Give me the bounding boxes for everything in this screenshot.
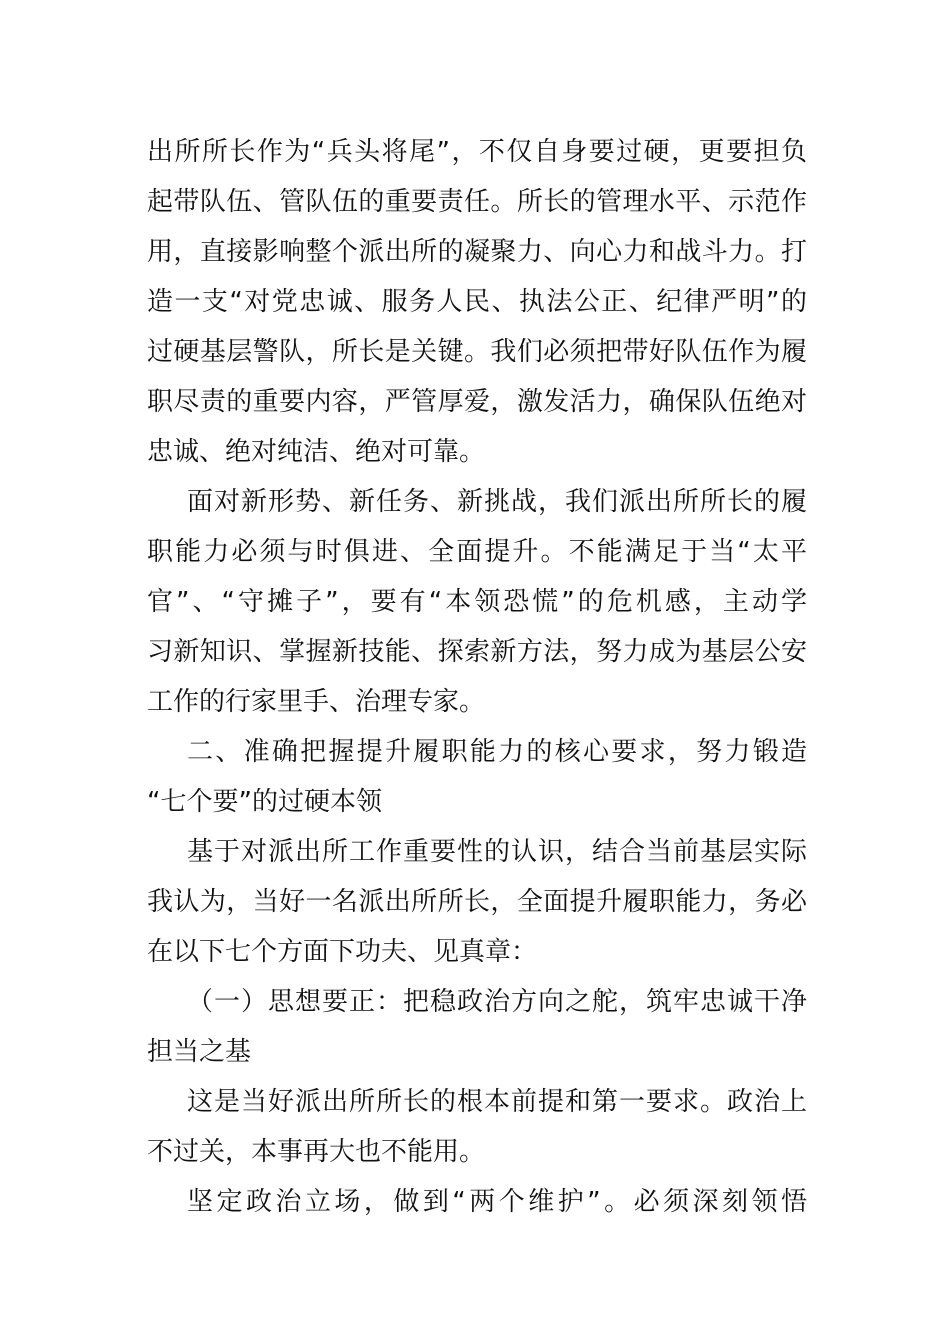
text-line: “七个要”的过硬本领 [147,787,382,817]
text-line: 工作的行家里手、治理专家。 [147,687,486,717]
text-line: 官”、“守摊子”，要有“本领恐慌”的危机感，主动学 [147,587,807,617]
text-line: 二、准确把握提升履职能力的核心要求，努力锻造 [187,737,807,767]
text-line: 职尽责的重要内容，严管厚爱，激发活力，确保队伍绝对 [147,387,807,417]
text-line: 忠诚、绝对纯洁、绝对可靠。 [147,437,486,467]
text-line: 坚定政治立场，做到“两个维护”。必须深刻领悟 [187,1187,807,1217]
text-line: 用，直接影响整个派出所的凝聚力、向心力和战斗力。打 [147,237,807,267]
text-line: 造一支“对党忠诚、服务人民、执法公正、纪律严明”的 [147,287,807,317]
text-line: 出所所长作为“兵头将尾”，不仅自身要过硬，更要担负 [147,137,807,167]
text-line: 基于对派出所工作重要性的认识，结合当前基层实际 [187,837,807,867]
text-line: 在以下七个方面下功夫、见真章： [147,937,538,967]
text-line: 起带队伍、管队伍的重要责任。所长的管理水平、示范作 [147,187,807,217]
text-line: 不过关，本事再大也不能用。 [147,1137,486,1167]
text-line: 面对新形势、新任务、新挑战，我们派出所所长的履 [187,487,807,517]
text-line: 习新知识、掌握新技能、探索新方法，努力成为基层公安 [147,637,807,667]
text-line: 这是当好派出所所长的根本前提和第一要求。政治上 [187,1087,807,1117]
text-line: 担当之基 [147,1037,252,1067]
text-line: 我认为，当好一名派出所所长，全面提升履职能力，务必 [147,887,807,917]
text-line: 过硬基层警队，所长是关键。我们必须把带好队伍作为履 [147,337,807,367]
text-line: 职能力必须与时俱进、全面提升。不能满足于当“太平 [147,537,807,567]
text-line: （一）思想要正：把稳政治方向之舵，筑牢忠诚干净 [187,987,807,1017]
